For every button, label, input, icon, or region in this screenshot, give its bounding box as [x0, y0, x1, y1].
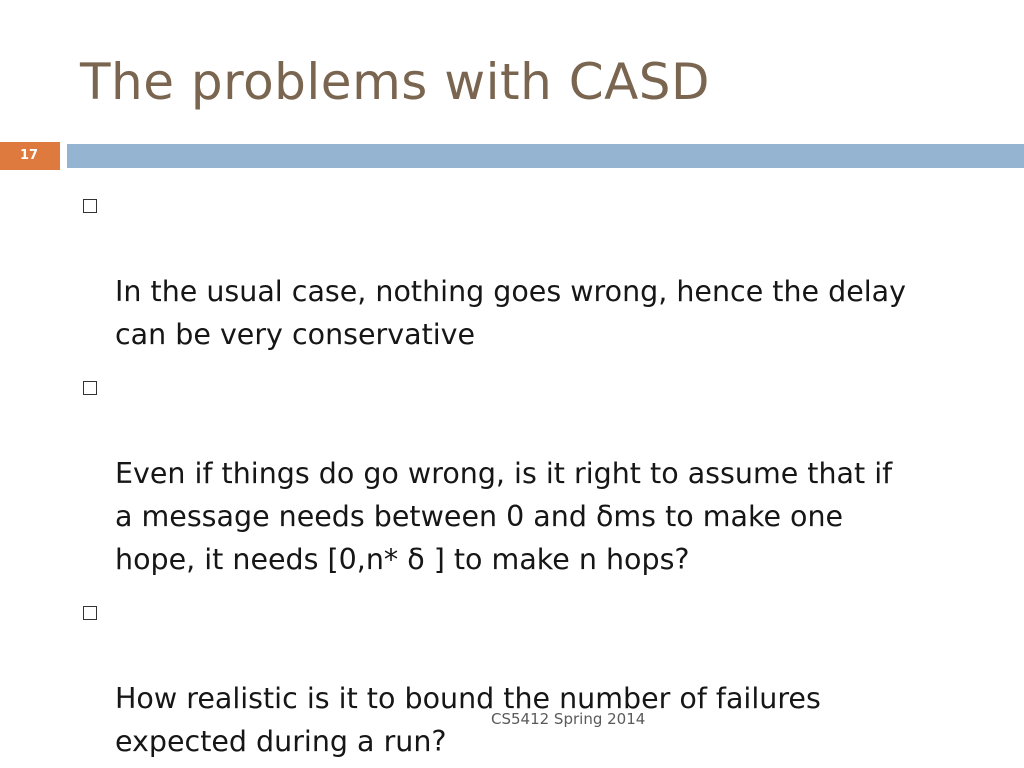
bullet-text: Even if things do go wrong, is it right to assume that if a message needs between 0 and δms to make one hope, it needs [0,n* δ ] to make n hops? — [115, 457, 893, 576]
bullet-list — [80, 184, 1000, 768]
slide-title: The problems with CASD — [80, 53, 711, 111]
bullet-item — [80, 184, 1000, 356]
bullet-text: In the usual case, nothing goes wrong, hence the delay can be very conservative — [115, 275, 906, 351]
slide-number-badge: 17 — [0, 142, 60, 170]
bullet-item — [80, 591, 1000, 763]
title-rule-bar — [67, 144, 1024, 168]
square-bullet-icon — [83, 381, 97, 395]
bullet-text: How realistic is it to bound the number of failures expected during a run? — [115, 682, 821, 758]
slide-footer: CS5412 Spring 2014 — [491, 710, 646, 728]
bullet-item — [80, 366, 1000, 581]
square-bullet-icon — [83, 606, 97, 620]
square-bullet-icon — [83, 199, 97, 213]
